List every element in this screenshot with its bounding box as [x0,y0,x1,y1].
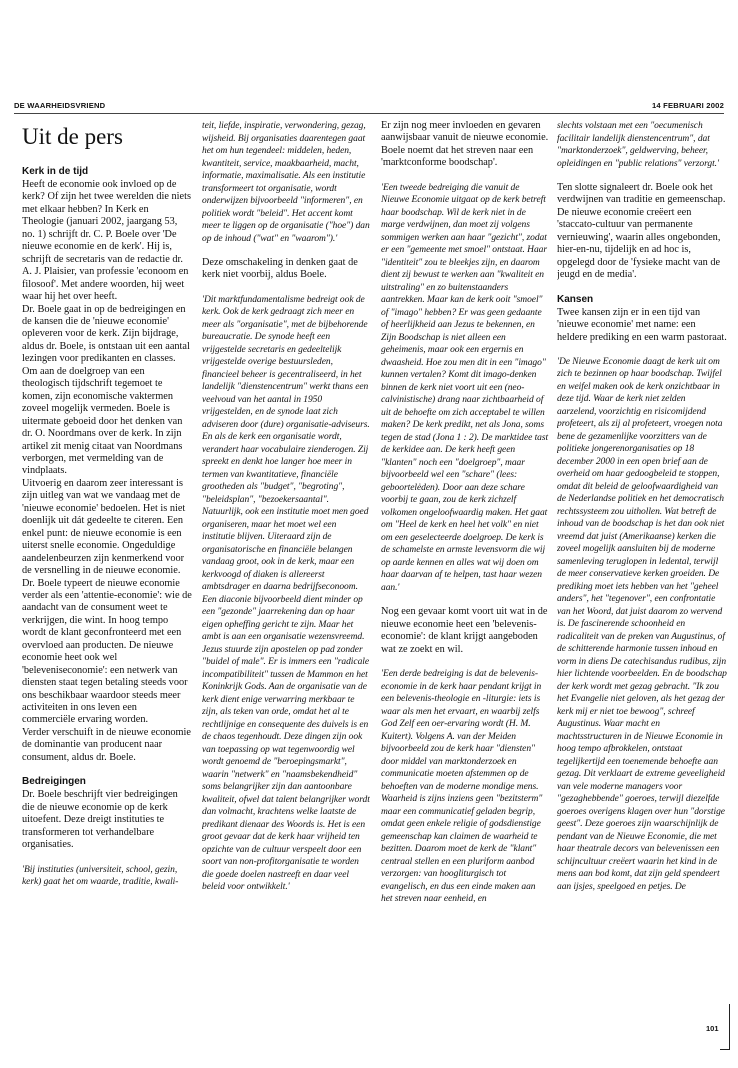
paragraph: Uitvoerig en daarom zeer interessant is zijn uitleg van wat we vandaag met de 'nieuwe economie' bedoelen. Het is niet doenlijk uit dát gedeelte te citeren. Een enkel punt: de nieuwe economie is een uiterst snelle economie. Ongeduldige aandelenbeurzen zijn kenmerkend voor de versnelling in de nieuwe economie. Dr. Boele typeert de nieuwe economie verder als een 'attentie-economie': wie de aandacht van de consument weet te verkrijgen, die wint. In hoog tempo wordt de klant geconfronteerd met een overvloed aan producten. De nieuwe economie heet ook wel 'beleveniseconomie': een netwerk van diensten staat tegen betaling steeds voor ons beschikbaar waardoor steeds meer activiteiten in ons leven een commerciële ervaring worden. [22,477,192,726]
paragraph: Verder verschuift in de nieuwe economie de dominantie van producent naar consument, aldus dr. Boele. [22,726,191,763]
paragraph: Ten slotte signaleert dr. Boele ook het verdwijnen van traditie en gemeenschap. De nieuwe economie creëert een 'staccato-cultuur van permanente vernieuwing', waarin alles ongebonden, hier-en-nu, tijdelijk en ad hoc is, opgelegd door de 'fysieke macht van de jeugd en de media'. [557,182,726,281]
paragraph: Dr. Boele gaat in op de bedreigingen en de kansen die de 'nieuwe economie' opleveren voor de kerk. Zijn bijdrage, aldus dr. Boele, is ontstaan uit een aantal lezingen voor predikanten en classes. Om aan de doelgroep van een theologisch tijdschrift tegemoet te komen, zijn economische vaktermen zoveel mogelijk vermeden. Boele is uitermate geboeid door het denken van dr. O. Noordmans over de kerk. In zijn artikel zit menig citaat van Noordmans verborgen, met vermelding van de vindplaats. [22,303,190,477]
page-number: 101 [706,1024,719,1033]
section-heading-kansen: Kansen [557,293,594,305]
column-1 [22,120,192,1028]
quote: 'Dit marktfundamentalisme bedreigt ook de kerk. Ook de kerk gedraagt zich meer en meer als "organisatie", met de bijbehorende bureaucratie. De synode heeft een vrijgestelde secretaris en gedeeltelijk vrijgestelde overige bestuursleden, financieel beheer is gecentraliseerd, in het landelijk "dienstencentrum" werkt thans een veelvoud van het aantal in 1950 vrijgestelden, en de synode laat zich adviseren door (dure) organisatie-adviseurs. En als de kerk een organisatie wordt, verandert haar vocabulaire zienderogen. Zij spreekt en denkt hoe langer hoe meer in termen van kwantitatieve, financiële grootheden als "budget", "begroting", "beleidsplan", "bezoekersaantal". Natuurlijk, ook een institutie moet men goed organiseren, maar het moet wel een institutie blijven. Uiteraard zijn de organisatorische en financiële belangen vandaag groot, ook in de kerk, maar een kerkvoogd of diaken is allereerst ambtsdrager en daarna bedrijfseconoom. Een diaconie bijvoorbeeld dient minder op een "gezonde" jaarrekening dan op haar eigen opheffing gericht te zijn. Maar het ambt is aan een organisatie wezensvreemd. Jezus stuurde zijn apostelen op pad zonder "buidel of male". Er is immers een "radicale incompatibiliteit" tussen de Mammon en het Koninkrijk Gods. Aan de organisatie van de kerk dient enige verwarring merkbaar te zijn, als teken van orde, omdat het al te rechtlijnige en consequente des duivels is en de chaos tegenhoudt. Deze dingen zijn ook van toepassing op wat tegenwoordig wel wordt genoemd de "beroepingsmarkt", waarin "netwerk" en "naamsbekendheid" soms belangrijker zijn dan aantoonbare kwaliteit, ofwel dat talent belangrijker wordt dan volmacht, krachtens welke laatste de predikant dienaar des Woords is. Het is een groot gevaar dat de kerk haar vrijheid ten opzichte van de cultuur verspeelt door een soort van non-profitorganisatie te worden die goede doelen nastreeft en daar veel beleid voor ontwikkelt.' [202,294,370,893]
quote: 'Een derde bedreiging is dat de belevenis-economie in de kerk haar pendant krijgt in een belevenis-theologie en -liturgie: iets is waar als men het ervaart, en waarbij zelfs God Zelf een oer-ervaring wordt (H. M. Kuitert). Volgens A. van der Meiden bijvoorbeeld zou de kerk haar "diensten" door middel van marktonderzoek en communicatie moeten afstemmen op de behoeften van de moderne mondige mens. Waarheid is zijns inziens geen "bezitsterm" maar een communicatief geladen begrip, omdat geen enkele religie of godsdienstige gemeenschap kan claimen de waarheid te bezitten. Daarom moet de kerk de "klant" centraal stellen en een pluriform aanbod verzorgen: van hoogliturgisch tot evangelisch, en dus een einde maken aan het streven naar eenheid, en [381,669,543,905]
section-heading-bedreigingen: Bedreigingen [22,776,86,788]
paragraph: Heeft de economie ook invloed op de kerk? Of zijn het twee werelden die niets met elkaar hebben? In Kerk en Theologie (januari 2002, jaargang 53, no. 1) schrijft dr. C. P. Boele over 'De nieuwe economie en de kerk'. Hij is, schrijft de secretaris van de redactie dr. A. J. Plaisier, van professie 'econoom en filosoof'. Met andere woorden, hij weet waar hij het over heeft. [22,179,191,303]
masthead [14,98,724,114]
paragraph: Dr. Boele beschrijft vier bedreigingen die de nieuwe economie op de kerk uitoefent. Deze dreigt instituties te transformeren tot verhandelbare organisaties. [22,789,178,851]
publication-name: DE WAARHEIDSVRIEND [14,101,106,110]
quote: 'Bij instituties (universiteit, school, gezin, kerk) gaat het om waarde, traditie, kwali- [22,864,179,888]
column-4 [557,120,727,1028]
paragraph: Nog een gevaar komt voort uit wat in de nieuwe economie heet een 'belevenis-economie': de klant krijgt aangeboden wat ze zoekt en wil. [381,606,548,655]
issue-date: 14 FEBRUARI 2002 [652,101,724,110]
quote-continued: slechts volstaan met een "oecumenisch facilitair landelijk dienstencentrum", dat "marktonderzoek", geldwerving, beheer, opleidingen en "public relations" verzorgt.' [557,121,719,169]
quote: 'Een tweede bedreiging die vanuit de Nieuwe Economie uitgaat op de kerk betreft haar boodschap. Wil de kerk niet in de marge verdwijnen, dan moet zij volgens sommigen werken aan haar "gezicht", zodat er een "gemeente met smoel" ontstaat. Haar "identiteit" zou te bleekjes zijn, en daarom dient zij bewust te werken aan "kwaliteit en uitstraling" en zo buitenstaanders aantrekken. Maar kan de kerk ooit "smoel" of "imago" hebben? Er was geen gedaante of heerlijkheid aan Jezus te bekennen, en Zijn Boodschap is niet alleen een geheimenis, maar ook een ergernis en dwaasheid. Hoe zou men dit in een "imago" kunnen vertalen? Komt dit imago-denken binnen de kerk niet voort uit een (neo-calvinistische) drang naar zichtbaarheid of uit de behoefte om zich acceptabel te willen maken? De kerk predikt, net als Jona, soms tegen de stad (Jona 1 : 2). De marktidee tast de kerkidee aan. De kerk heeft geen "klanten" noch een "doelgroep", maar bijvoorbeeld wel een "schare" (lees: geboortelėden). Door aan deze schare voorbij te gaan, zou de kerk zichzelf volkomen ongeloofwaardig maken. Het gaat om "Heel de kerk en heel het volk" en niet om een geselecteerde doelgroep. De kerk is de schamelste en armste levensvorm die wij op aarde kennen en alles wat wij doen om haar daarvan af te helpen, tast haar wezen aan.' [381,182,549,593]
page-corner-mark [720,1004,730,1050]
paragraph: Deze omschakeling in denken gaat de kerk niet voorbij, aldus Boele. [202,257,358,281]
column-3 [381,120,549,1028]
section-heading-kerk-in-de-tijd: Kerk in de tijd [22,166,89,177]
quote-continued: teit, liefde, inspiratie, verwondering, gezag, wijsheid. Bij organisaties daarentegen gaat het om hun tegendeel: middelen, heden, kwantiteit, service, maakbaarheid, macht, informatie, maximalisatie. Als een institutie transformeert tot organisatie, wordt onderwijzen bijvoorbeeld "informeren", en politiek wordt "beleid". Het accent komt meer te liggen op de organisatie ("hoe") dan op de inhoud ("wat" en "waarom").' [202,121,370,244]
paragraph: Twee kansen zijn er in een tijd van 'nieuwe economie' met name: een heldere prediking en een warm pastoraat. [557,306,727,343]
paragraph: Er zijn nog meer invloeden en gevaren aanwijsbaar vanuit de nieuwe economie. Boele noemt dat het streven naar een 'marktconforme boodschap'. [381,120,549,169]
column-2 [202,120,370,1028]
page-title: Uit de pers [22,124,123,149]
quote: 'De Nieuwe Economie daagt de kerk uit om zich te bezinnen op haar boodschap. Twijfel en weifel maken ook de kerk onzichtbaar in deze tijd. Waar de kerk niet zelden aarzelend, voorzichtig en risicomijdend profeteert, als zij al profeteert, vroegen nota bene de gezamenlijke voorzitters van de politieke jongerenorganisaties op 18 december 2000 in een open brief aan de overheid om haar gedoogbeleid te stoppen, omdat dit beleid de geloofwaardigheid van de Nederlandse politiek en het democratisch rechtssysteem zou uithollen. Wat betreft de inhoud van de boodschap is het dan ook niet vreemd dat juist (Amerikaanse) kerken die zoveel mogelijk aansluiten bij de moderne samenleving teruglopen in ledental, terwijl de meer conservatieve kerken groeiden. De prediking moet iets hebben van het "geheel anders", het "tegenover", een confrontatie van het Woord, dat juist daarom zo wervend is. De fascinerende schoonheid en radicaliteit van de preken van Augustinus, of de schitterende harmonie tussen inhoud en vorm in diens De catechisandus rudibus, zijn hier lichtende voorbeelden. En de boodschap der kerk wordt met gezag gebracht. "Ik zou het Evangelie niet geloven, als het gezag der kerk mij er niet toe bewoog", schreef Augustinus. Waar macht en machtsstructuren in de Nieuwe Economie in hoog tempo afbrokkelen, ontstaat tegelijkertijd een toenemende behoefte aan gezag. Dit verklaart de extreme geveeligheid van vele moderne managers voor "gezaghebbende" goeroes, terwijl diezelfde goeroes overigens klagen over hun "dorstige geest". Deze goeroes zijn waarschijnlijk de pendant van de Nieuwe Economie, die met haar theatrale decors van belevenissen een schijncultuur creëert waarin het kind in de mens aan bod komt, dat zijn geld spendeert aan ijsjes, speelgoed en petjes. De [557,356,727,892]
